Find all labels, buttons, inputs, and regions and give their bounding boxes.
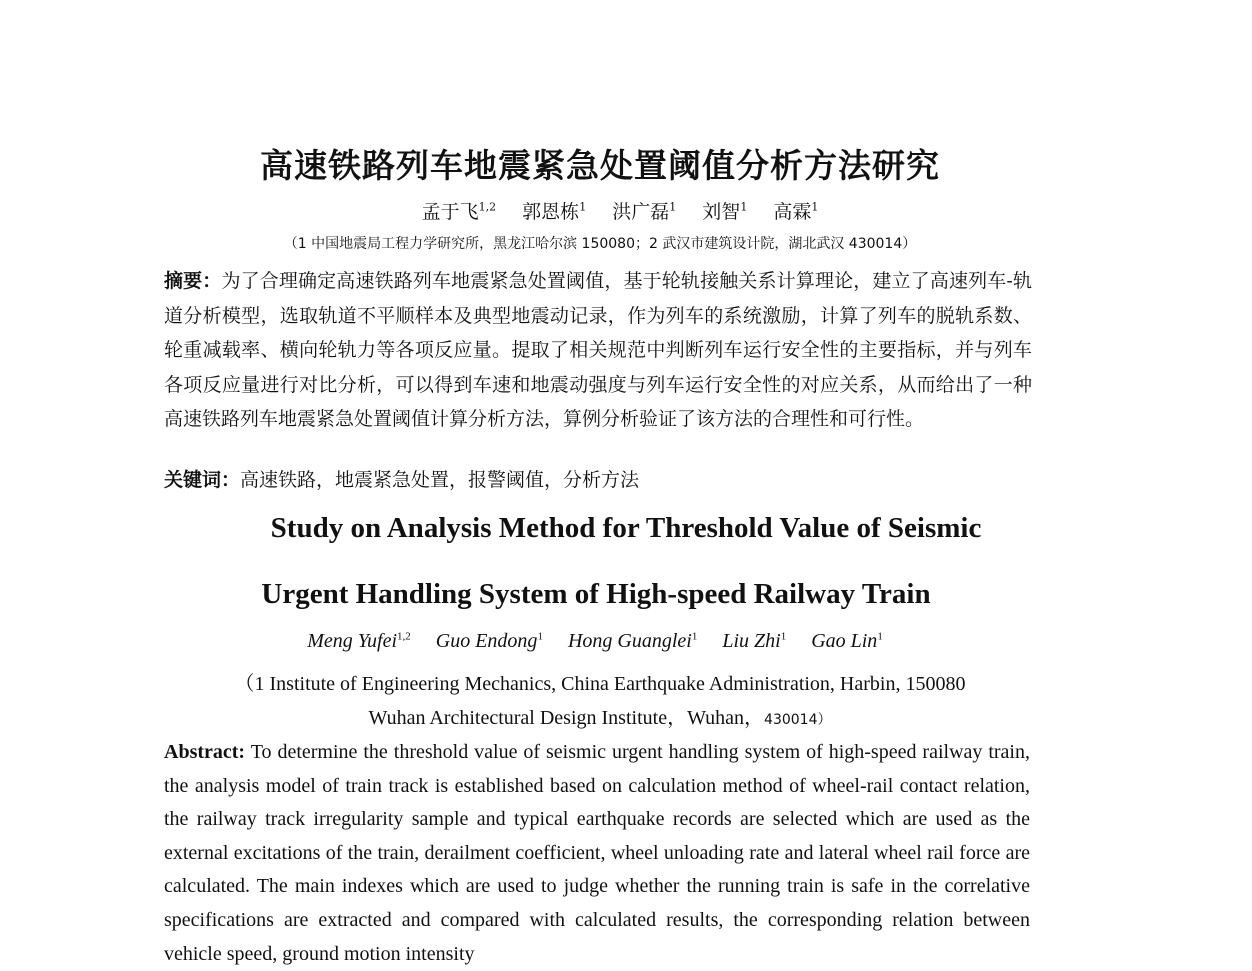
- author-en-affil-mark: 1: [537, 630, 543, 643]
- chinese-title: 高速铁路列车地震紧急处置阈值分析方法研究: [260, 146, 940, 185]
- author-en-5: [811, 630, 883, 652]
- author-cn-name: 郭恩栋: [522, 201, 580, 223]
- author-en-affil-mark: 1,2: [397, 630, 411, 643]
- author-en-3: [568, 630, 697, 652]
- author-en-affil-mark: 1: [877, 630, 883, 643]
- english-abstract-label: Abstract:: [164, 741, 246, 763]
- author-cn-3: [612, 201, 676, 223]
- chinese-affiliation: （1 中国地震局工程力学研究所，黑龙江哈尔滨 150080；2 武汉市建筑设计院，湖北武汉 430014）: [283, 236, 917, 252]
- author-en-name: Gao Lin: [811, 630, 878, 652]
- author-cn-affil-mark: 1: [740, 200, 748, 214]
- english-affiliation-postcode: 430014）: [764, 712, 832, 728]
- english-abstract-text: To determine the threshold value of seismic urgent handling system of high-speed railway train, the analysis model of train track is established based on calculation method of wheel-rail contact relation, the railway track irregularity sample and typical earthquake records are selected which are used as the external excitations of the train, derailment coefficient, wheel unloading rate and lateral wheel rail force are calculated. The main indexes which are used to judge whether the running train is safe in the correlative specifications are extracted and compared with calculated results, the corresponding relation between vehicle speed, ground motion intensity: [164, 741, 1030, 965]
- chinese-keywords: [164, 466, 1032, 494]
- author-cn-4: [702, 201, 747, 223]
- author-en-name: Hong Guanglei: [567, 630, 692, 652]
- english-affiliation-line-2: [0, 701, 1200, 730]
- author-cn-2: [522, 201, 586, 223]
- english-title-line-1: Study on Analysis Method for Threshold Value of Seismic: [270, 512, 982, 544]
- chinese-abstract-text: 为了合理确定高速铁路列车地震紧急处置阈值，基于轮轨接触关系计算理论，建立了高速列车-轨道分析模型，选取轨道不平顺样本及典型地震动记录，作为列车的系统激励，计算了列车的脱轨系数、轮重减载率、横向轮轨力等各项反应量。提取了相关规范中判断列车运行安全性的主要指标，并与列车各项反应量进行对比分析，可以得到车速和地震动强度与列车运行安全性的对应关系，从而给出了一种高速铁路列车地震紧急处置阈值计算分析方法，算例分析验证了该方法的合理性和可行性。: [164, 270, 1032, 430]
- author-cn-affil-mark: 1: [669, 200, 677, 214]
- author-cn-5: [773, 201, 818, 223]
- author-en-1: [307, 630, 411, 652]
- author-en-4: [722, 630, 786, 652]
- english-author-list: [0, 630, 1190, 653]
- author-en-name: Guo Endong: [435, 630, 538, 652]
- author-en-name: Meng Yufei: [307, 630, 398, 652]
- english-affiliation-institute: Wuhan Architectural Design Institute，Wuhan，: [368, 707, 765, 729]
- chinese-keywords-label: 关键词：: [164, 469, 241, 491]
- chinese-keywords-text: 高速铁路，地震紧急处置，报警阈值，分析方法: [240, 469, 640, 491]
- author-cn-1: [422, 201, 497, 223]
- english-abstract: [164, 736, 1030, 971]
- chinese-author-list: [0, 197, 1240, 224]
- author-cn-name: 高霖: [773, 201, 812, 223]
- author-en-affil-mark: 1: [691, 630, 698, 643]
- author-en-affil-mark: 1: [780, 630, 787, 643]
- english-title-line-2: Urgent Handling System of High-speed Railway Train: [261, 578, 931, 610]
- chinese-abstract: [164, 264, 1032, 437]
- english-affiliation-line-1: （1 Institute of Engineering Mechanics, China Earthquake Administration, Harbin, 150080: [234, 673, 966, 695]
- chinese-abstract-label: 摘要：: [164, 270, 222, 292]
- author-en-2: [436, 630, 543, 652]
- author-cn-affil-mark: 1: [811, 200, 819, 214]
- author-cn-name: 刘智: [702, 201, 741, 223]
- author-cn-affil-mark: 1,2: [478, 200, 497, 214]
- author-cn-affil-mark: 1: [579, 200, 587, 214]
- author-cn-name: 孟于飞: [421, 201, 479, 223]
- author-cn-name: 洪广磊: [612, 201, 670, 223]
- author-en-name: Liu Zhi: [722, 630, 781, 652]
